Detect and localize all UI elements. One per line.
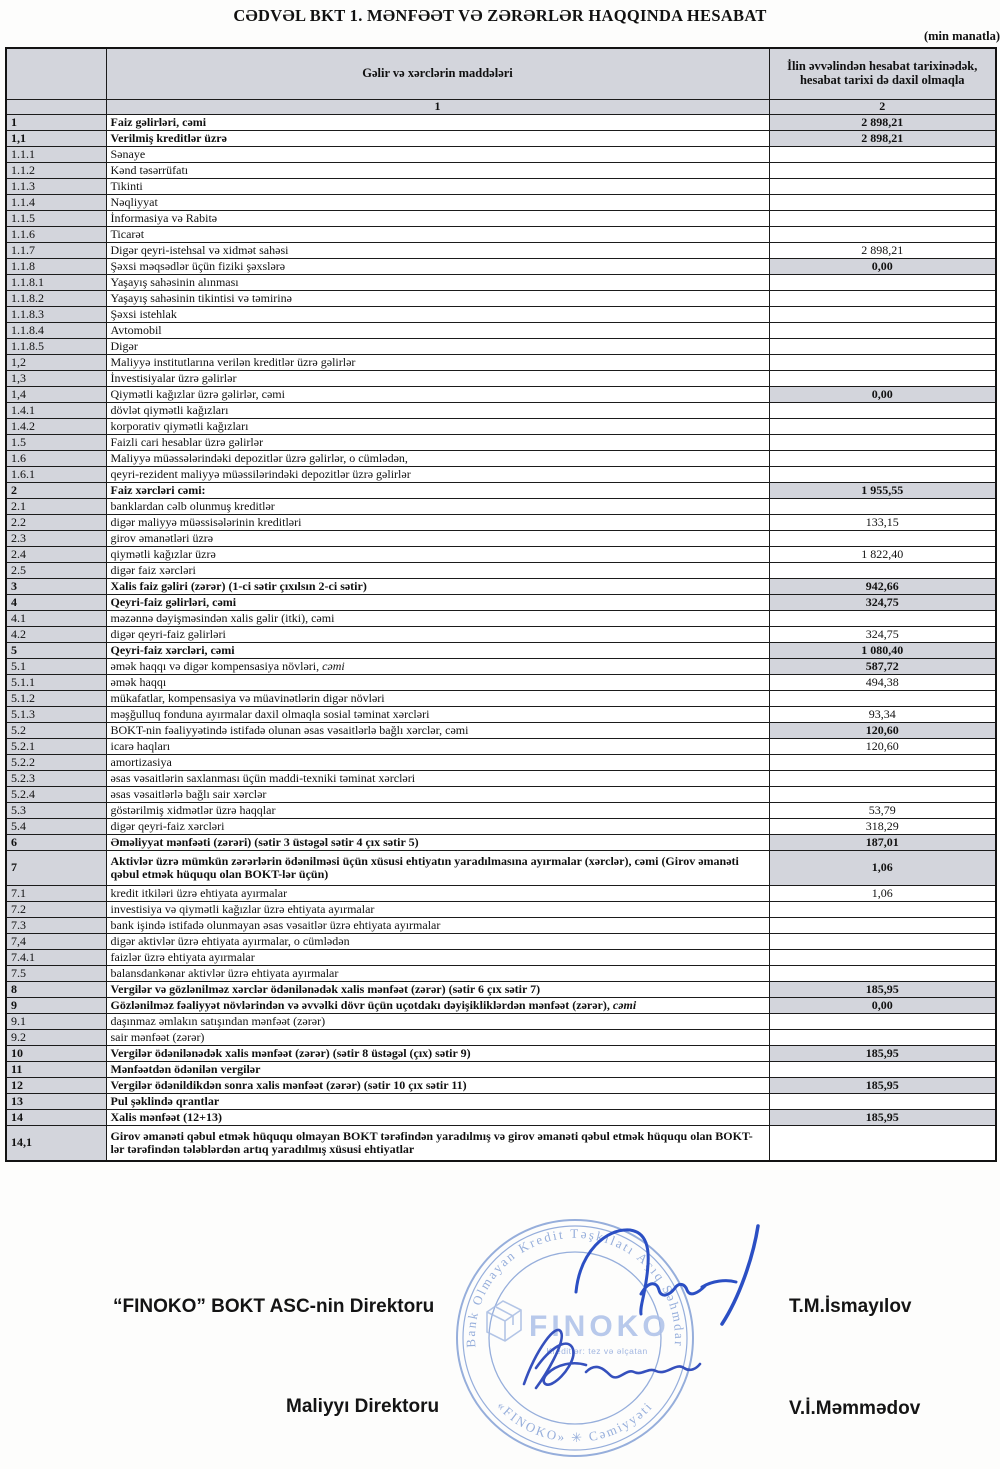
row-number-cell: 5.2.4	[6, 787, 106, 803]
row-number-cell: 2.5	[6, 563, 106, 579]
row-number-cell: 7.5	[6, 966, 106, 982]
table-row	[6, 950, 996, 966]
row-number-cell: 5.1.2	[6, 691, 106, 707]
row-label-cell: İnformasiya və Rabitə	[106, 211, 769, 227]
row-label-cell: amortizasiya	[106, 755, 769, 771]
row-value-cell	[769, 966, 996, 982]
row-number-cell: 7.4.1	[6, 950, 106, 966]
row-label-cell: Şəxsi istehlak	[106, 307, 769, 323]
row-number-cell: 5.2.3	[6, 771, 106, 787]
value-colno-cell: 2	[769, 100, 996, 115]
table-row	[6, 371, 996, 387]
row-value-cell	[769, 787, 996, 803]
row-value-cell	[769, 307, 996, 323]
row-number-cell: 1.1.1	[6, 147, 106, 163]
stamp-ring-bottom-text: «FINOKO» ✳ Cəmiyyəti	[494, 1398, 656, 1446]
table-header	[6, 48, 996, 115]
row-value-cell	[769, 323, 996, 339]
row-label-cell: qeyri-rezident maliyyə müəssilərindəki depozitlər üzrə gəlirlər	[106, 467, 769, 483]
row-label-cell: Digər	[106, 339, 769, 355]
row-label-cell: bank işində istifadə olunmayan əsas vəsaitlər üzrə ehtiyata ayırmalar	[106, 918, 769, 934]
row-value-cell	[769, 371, 996, 387]
finance-director-signature	[524, 1330, 700, 1388]
row-value-cell: 1,06	[769, 851, 996, 886]
table-row	[6, 227, 996, 243]
row-value-cell	[769, 771, 996, 787]
table-row	[6, 515, 996, 531]
row-value-cell	[769, 355, 996, 371]
row-label-cell: Aktivlər üzrə mümkün zərərlərin ödənilməsi üçün xüsusi ehtiyatın yaradılmasına ayırmalar (xərclər), cəmi (Girov əmanəti qəbul etmək hüququ olan BOKT-lər üçün)	[106, 851, 769, 886]
row-label-cell: Vergilər ödənildikdən sonra xalis mənfəət (zərər) (sətir 10 çıx sətir 11)	[106, 1078, 769, 1094]
row-number-cell: 5	[6, 643, 106, 659]
row-number-cell: 1.1.8.2	[6, 291, 106, 307]
row-number-cell: 1.1.4	[6, 195, 106, 211]
table-row	[6, 934, 996, 950]
row-value-cell: 0,00	[769, 387, 996, 403]
table-row	[6, 275, 996, 291]
row-number-cell: 5.2	[6, 723, 106, 739]
table-row	[6, 1078, 996, 1094]
row-label-cell: Faiz gəlirləri, cəmi	[106, 115, 769, 131]
row-value-cell: 185,95	[769, 1078, 996, 1094]
table-row	[6, 339, 996, 355]
row-label-cell: korporativ qiymətli kağızları	[106, 419, 769, 435]
row-label-cell: faizlər üzrə ehtiyata ayırmalar	[106, 950, 769, 966]
row-number-cell: 1.1.8.5	[6, 339, 106, 355]
table-row	[6, 387, 996, 403]
row-label-cell: Kənd təsərrüfatı	[106, 163, 769, 179]
table-row	[6, 803, 996, 819]
row-number-cell: 5.2.2	[6, 755, 106, 771]
row-label-cell: mükafatlar, kompensasiya və müavinətlərin digər növləri	[106, 691, 769, 707]
table-row	[6, 179, 996, 195]
row-label-cell: əsas vəsaitlərin saxlanması üçün maddi-texniki təminat xərcləri	[106, 771, 769, 787]
row-number-cell: 11	[6, 1062, 106, 1078]
row-value-cell	[769, 435, 996, 451]
row-number-cell: 7	[6, 851, 106, 886]
row-label-cell: Digər qeyri-istehsal və xidmət sahəsi	[106, 243, 769, 259]
table-row	[6, 307, 996, 323]
row-label-cell: Sənaye	[106, 147, 769, 163]
row-value-cell	[769, 934, 996, 950]
row-value-cell	[769, 755, 996, 771]
row-number-cell: 1.1.8	[6, 259, 106, 275]
row-label-cell: Faiz xərcləri cəmi:	[106, 483, 769, 499]
row-label-cell: icarə haqları	[106, 739, 769, 755]
table-row	[6, 211, 996, 227]
table-row	[6, 563, 996, 579]
row-number-cell: 3	[6, 579, 106, 595]
row-label-cell: Girov əmanəti qəbul etmək hüququ olmayan BOKT tərəfindən yaradılmış və girov əmanəti qəbul etmək hüququ olan BOKT-lər tərəfindən tələblərdən artıq yaradılmış xüsusi ehtiyatlar	[106, 1126, 769, 1162]
row-label-cell: qiymətli kağızlar üzrə	[106, 547, 769, 563]
row-label-cell: Xalis faiz gəliri (zərər) (1-ci sətir çıxılsın 2-ci sətir)	[106, 579, 769, 595]
row-value-cell: 2 898,21	[769, 243, 996, 259]
table-row	[6, 886, 996, 902]
finoko-tagline: Kreditlər: tez və əlçatan	[546, 1346, 648, 1356]
row-value-cell	[769, 467, 996, 483]
row-label-cell: Avtomobil	[106, 323, 769, 339]
table-row	[6, 982, 996, 998]
row-value-cell	[769, 291, 996, 307]
row-label-cell: kredit itkiləri üzrə ehtiyata ayırmalar	[106, 886, 769, 902]
row-value-cell	[769, 1126, 996, 1162]
unit-note: (min manatla)	[923, 29, 1000, 43]
row-value-cell: 0,00	[769, 998, 996, 1014]
row-label-cell: banklardan cəlb olunmuş kreditlər	[106, 499, 769, 515]
row-value-cell	[769, 179, 996, 195]
row-label-cell: BOKT-nin fəaliyyətində istifadə olunan əsas vəsaitlərlə bağlı xərclər, cəmi	[106, 723, 769, 739]
row-value-cell	[769, 611, 996, 627]
row-value-cell: 587,72	[769, 659, 996, 675]
row-number-cell: 1.1.7	[6, 243, 106, 259]
row-number-cell: 1.1.2	[6, 163, 106, 179]
report-table-body	[6, 115, 996, 1162]
row-label-cell: Yaşayış sahəsinin tikintisi və təmirinə	[106, 291, 769, 307]
table-row	[6, 723, 996, 739]
table-row	[6, 115, 996, 131]
row-value-cell	[769, 403, 996, 419]
row-label-cell: Xalis mənfəət (12+13)	[106, 1110, 769, 1126]
row-number-cell: 1.1.8.4	[6, 323, 106, 339]
row-label-cell: göstərilmiş xidmətlər üzrə haqqlar	[106, 803, 769, 819]
table-row	[6, 1110, 996, 1126]
row-value-cell: 185,95	[769, 1110, 996, 1126]
row-label-cell: digər qeyri-faiz gəlirləri	[106, 627, 769, 643]
row-value-cell: 53,79	[769, 803, 996, 819]
row-number-cell: 12	[6, 1078, 106, 1094]
row-label-cell: Gözlənilməz fəaliyyət növlərindən və əvvəlki dövr üçün uçotdakı dəyişikliklərdən mənfəət (zərər), cəmi	[106, 998, 769, 1014]
row-number-cell: 9.1	[6, 1014, 106, 1030]
row-label-cell: digər aktivlər üzrə ehtiyata ayırmalar, o cümlədən	[106, 934, 769, 950]
row-number-cell: 8	[6, 982, 106, 998]
row-number-cell: 5.4	[6, 819, 106, 835]
row-value-cell: 1 955,55	[769, 483, 996, 499]
row-label-cell: Vergilər və gözlənilməz xərclər ödənilənədək xalis mənfəət (zərər) (sətir 6 çıx sətir 7)	[106, 982, 769, 998]
row-value-cell	[769, 195, 996, 211]
row-value-cell	[769, 563, 996, 579]
row-value-cell: 185,95	[769, 982, 996, 998]
row-value-cell	[769, 211, 996, 227]
row-number-cell: 9.2	[6, 1030, 106, 1046]
table-row	[6, 643, 996, 659]
row-label-cell: Yaşayış sahəsinin alınması	[106, 275, 769, 291]
table-row	[6, 739, 996, 755]
table-row	[6, 1030, 996, 1046]
row-value-cell	[769, 1030, 996, 1046]
row-number-cell: 5.1.1	[6, 675, 106, 691]
value-header-cell: İlin əvvəlindən hesabat tarixinədək, hesabat tarixi də daxil olmaqla	[769, 48, 996, 100]
table-row	[6, 499, 996, 515]
row-number-cell: 2.2	[6, 515, 106, 531]
row-value-cell	[769, 227, 996, 243]
row-label-cell: daşınmaz əmlakın satışından mənfəət (zərər)	[106, 1014, 769, 1030]
page-title: CƏDVƏL BKT 1. MƏNFƏƏT VƏ ZƏRƏRLƏR HAQQINDA HESABAT	[233, 6, 767, 25]
table-row	[6, 467, 996, 483]
table-row	[6, 451, 996, 467]
row-number-cell: 9	[6, 998, 106, 1014]
row-number-cell: 7,4	[6, 934, 106, 950]
finance-title-label: Maliyyı Direktoru	[286, 1396, 440, 1417]
table-row	[6, 771, 996, 787]
row-label-cell: Tikinti	[106, 179, 769, 195]
row-number-cell: 1.4.1	[6, 403, 106, 419]
row-number-cell: 1	[6, 115, 106, 131]
row-value-cell: 942,66	[769, 579, 996, 595]
table-row	[6, 595, 996, 611]
row-label-cell: Şəxsi məqsədlər üçün fiziki şəxslərə	[106, 259, 769, 275]
row-number-cell: 7.1	[6, 886, 106, 902]
row-value-cell	[769, 918, 996, 934]
row-number-cell: 1.1.6	[6, 227, 106, 243]
table-row	[6, 1126, 996, 1162]
table-row	[6, 195, 996, 211]
row-value-cell: 2 898,21	[769, 115, 996, 131]
row-number-cell: 1.1.8.3	[6, 307, 106, 323]
table-row	[6, 627, 996, 643]
row-value-cell: 120,60	[769, 723, 996, 739]
row-value-cell	[769, 902, 996, 918]
row-label-cell: sair mənfəət (zərər)	[106, 1030, 769, 1046]
row-number-cell: 1,4	[6, 387, 106, 403]
table-row	[6, 1062, 996, 1078]
table-row	[6, 851, 996, 886]
table-row	[6, 691, 996, 707]
row-label-cell: digər faiz xərcləri	[106, 563, 769, 579]
row-number-cell: 1,3	[6, 371, 106, 387]
row-number-cell: 14	[6, 1110, 106, 1126]
row-label-cell: əmək haqqı	[106, 675, 769, 691]
row-value-cell	[769, 339, 996, 355]
company-stamp	[457, 1220, 693, 1456]
row-label-cell: Qeyri-faiz gəlirləri, cəmi	[106, 595, 769, 611]
row-label-cell: balansdankənar aktivlər üzrə ehtiyata ayırmalar	[106, 966, 769, 982]
row-value-cell: 2 898,21	[769, 131, 996, 147]
director-signature	[576, 1226, 758, 1324]
row-value-cell: 120,60	[769, 739, 996, 755]
table-row	[6, 483, 996, 499]
row-number-cell: 5.1.3	[6, 707, 106, 723]
row-value-cell	[769, 419, 996, 435]
row-label-cell: Nəqliyyat	[106, 195, 769, 211]
row-value-cell: 133,15	[769, 515, 996, 531]
row-number-cell: 7.2	[6, 902, 106, 918]
row-value-cell	[769, 163, 996, 179]
row-number-cell: 2.1	[6, 499, 106, 515]
row-number-cell: 1.1.8.1	[6, 275, 106, 291]
row-label-cell: Pul şəklində qrantlar	[106, 1094, 769, 1110]
row-number-cell: 1,1	[6, 131, 106, 147]
items-colno-cell: 1	[106, 100, 769, 115]
table-row	[6, 1046, 996, 1062]
row-value-cell	[769, 1062, 996, 1078]
row-value-cell	[769, 531, 996, 547]
row-value-cell: 0,00	[769, 259, 996, 275]
table-row	[6, 966, 996, 982]
table-row	[6, 531, 996, 547]
row-value-cell	[769, 451, 996, 467]
corner-colno-cell	[6, 100, 106, 115]
row-value-cell	[769, 147, 996, 163]
row-value-cell: 93,34	[769, 707, 996, 723]
profit-loss-table	[5, 47, 997, 1162]
row-value-cell	[769, 950, 996, 966]
row-number-cell: 10	[6, 1046, 106, 1062]
finance-name: V.İ.Məmmədov	[789, 1398, 921, 1419]
row-label-cell: əsas vəsaitlərlə bağlı sair xərclər	[106, 787, 769, 803]
table-row	[6, 131, 996, 147]
table-row	[6, 998, 996, 1014]
row-number-cell: 2.4	[6, 547, 106, 563]
row-label-cell: məzənnə dəyişməsindən xalis gəlir (itki), cəmi	[106, 611, 769, 627]
row-label-cell: Qeyri-faiz xərcləri, cəmi	[106, 643, 769, 659]
row-label-cell: İnvestisiyalar üzrə gəlirlər	[106, 371, 769, 387]
row-number-cell: 1.6	[6, 451, 106, 467]
row-value-cell	[769, 275, 996, 291]
items-header-cell: Gəlir və xərclərin maddələri	[106, 48, 769, 100]
table-row	[6, 403, 996, 419]
table-row	[6, 611, 996, 627]
row-label-cell: girov əmanətləri üzrə	[106, 531, 769, 547]
table-row	[6, 323, 996, 339]
table-row	[6, 547, 996, 563]
row-value-cell: 318,29	[769, 819, 996, 835]
row-label-cell: investisiya və qiymətli kağızlar üzrə ehtiyata ayırmalar	[106, 902, 769, 918]
table-row	[6, 707, 996, 723]
row-value-cell: 494,38	[769, 675, 996, 691]
row-label-cell: Mənfəətdən ödənilən vergilər	[106, 1062, 769, 1078]
row-label-cell: məşğulluq fonduna ayırmalar daxil olmaqla sosial təminat xərcləri	[106, 707, 769, 723]
row-number-cell: 1.1.5	[6, 211, 106, 227]
table-row	[6, 163, 996, 179]
row-value-cell: 1 080,40	[769, 643, 996, 659]
finoko-logo-icon	[487, 1301, 521, 1341]
row-label-cell: dövlət qiymətli kağızları	[106, 403, 769, 419]
table-row	[6, 819, 996, 835]
row-value-cell: 324,75	[769, 595, 996, 611]
row-value-cell	[769, 1014, 996, 1030]
row-number-cell: 1.5	[6, 435, 106, 451]
stamp-ring-top-text: Bank Olmayan Kredit Təşkilatı Açıq Səhmdar	[462, 1225, 688, 1349]
table-row	[6, 259, 996, 275]
row-label-cell: Vergilər ödənilənədək xalis mənfəət (zərər) (sətir 8 üstəgəl (çıx) sətir 9)	[106, 1046, 769, 1062]
row-value-cell: 187,01	[769, 835, 996, 851]
table-row	[6, 419, 996, 435]
row-value-cell: 1,06	[769, 886, 996, 902]
row-label-cell: digər qeyri-faiz xərcləri	[106, 819, 769, 835]
row-number-cell: 2.3	[6, 531, 106, 547]
row-value-cell	[769, 1094, 996, 1110]
table-row	[6, 902, 996, 918]
stamp-and-signatures-overlay	[0, 1200, 1000, 1469]
row-number-cell: 4.1	[6, 611, 106, 627]
row-label-cell: Əməliyyat mənfəəti (zərəri) (sətir 3 üstəgəl sətir 4 çıx sətir 5)	[106, 835, 769, 851]
row-value-cell	[769, 691, 996, 707]
row-number-cell: 1.6.1	[6, 467, 106, 483]
table-row	[6, 675, 996, 691]
row-value-cell: 1 822,40	[769, 547, 996, 563]
table-row	[6, 787, 996, 803]
table-row	[6, 835, 996, 851]
table-row	[6, 755, 996, 771]
table-row	[6, 918, 996, 934]
director-name: T.M.İsmayılov	[789, 1296, 912, 1317]
row-label-cell: Maliyyə müəssələrindəki depozitlər üzrə gəlirlər, o cümlədən,	[106, 451, 769, 467]
row-number-cell: 14,1	[6, 1126, 106, 1162]
row-number-cell: 6	[6, 835, 106, 851]
row-value-cell: 185,95	[769, 1046, 996, 1062]
table-row	[6, 579, 996, 595]
row-number-cell: 13	[6, 1094, 106, 1110]
row-number-cell: 5.1	[6, 659, 106, 675]
row-label-cell: Maliyyə institutlarına verilən kreditlər üzrə gəlirlər	[106, 355, 769, 371]
row-label-cell: Verilmiş kreditlər üzrə	[106, 131, 769, 147]
row-label-cell: Faizli cari hesablar üzrə gəlirlər	[106, 435, 769, 451]
table-row	[6, 1094, 996, 1110]
row-number-cell: 1.4.2	[6, 419, 106, 435]
row-number-cell: 2	[6, 483, 106, 499]
row-number-cell: 1.1.3	[6, 179, 106, 195]
row-number-cell: 1,2	[6, 355, 106, 371]
corner-header-cell	[6, 48, 106, 100]
row-number-cell: 4.2	[6, 627, 106, 643]
finoko-logo-text: FINOKO	[529, 1310, 670, 1343]
row-label-cell: digər maliyyə müəssisələrinin kreditləri	[106, 515, 769, 531]
row-value-cell	[769, 499, 996, 515]
row-label-cell: Qiymətli kağızlar üzrə gəlirlər, cəmi	[106, 387, 769, 403]
table-row	[6, 147, 996, 163]
table-row	[6, 355, 996, 371]
table-row	[6, 435, 996, 451]
director-title-label: “FINOKO” BOKT ASC-nin Direktoru	[113, 1296, 435, 1317]
row-value-cell: 324,75	[769, 627, 996, 643]
table-row	[6, 243, 996, 259]
row-number-cell: 5.3	[6, 803, 106, 819]
row-label-cell: əmək haqqı və digər kompensasiya növləri, cəmi	[106, 659, 769, 675]
table-row	[6, 659, 996, 675]
row-number-cell: 7.3	[6, 918, 106, 934]
row-number-cell: 5.2.1	[6, 739, 106, 755]
table-row	[6, 291, 996, 307]
row-number-cell: 4	[6, 595, 106, 611]
row-label-cell: Ticarət	[106, 227, 769, 243]
table-row	[6, 1014, 996, 1030]
